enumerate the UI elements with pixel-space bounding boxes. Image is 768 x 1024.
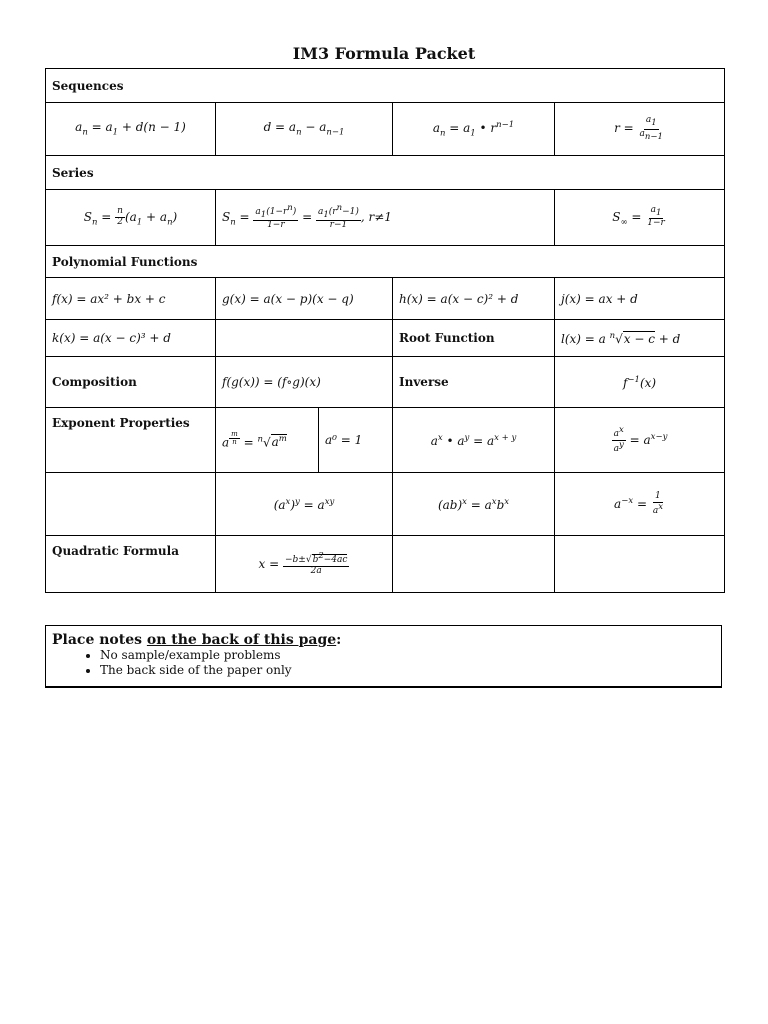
geometric-series-formula: $S_n$ = $\frac{a_1(1-r^n)}{1-r}$ = $\frac{a_1(r^n-1)}{r-1}$ , r≠1 (216, 190, 555, 246)
standard-form-formula: f(x) = ax² + bx + c (46, 278, 216, 320)
notes-list (52, 648, 715, 678)
page-title: IM3 Formula Packet (292, 44, 476, 63)
section-series: Series (46, 156, 725, 190)
empty-cell (46, 473, 216, 536)
quotient-rule-formula: $\frac{a^x}{a^y}$ = $a^{x-y}$ (555, 408, 725, 473)
empty-cell (393, 536, 555, 593)
arithmetic-sequence-formula: $a_n = a_1 + d(n - 1)$ (46, 103, 216, 156)
linear-formula: j(x) = ax + d (555, 278, 725, 320)
composition-formula: f(g(x)) = (f∘g)(x) (216, 357, 393, 408)
series-condition: , r≠1 (360, 210, 392, 224)
infinite-series-formula: $S_\infty$ = $\frac{a_1}{1-r}$ (555, 190, 725, 246)
product-rule-formula: $a^x$ • $a^y = a^{x + y}$ (393, 408, 555, 473)
empty-cell (216, 320, 393, 357)
section-sequences: Sequences (46, 69, 725, 103)
geometric-sequence-formula: $a_n = a_1$ • $r^{n-1}$ (393, 103, 555, 156)
product-power-formula: $(ab)^x = a^xb^x$ (393, 473, 555, 536)
notes-box (45, 625, 722, 688)
cubic-formula: k(x) = a(x − c)³ + d (46, 320, 216, 357)
inverse-formula: $f^{-1}(x)$ (555, 357, 725, 408)
section-exponent-properties: Exponent Properties (46, 408, 216, 473)
factored-form-formula: g(x) = a(x − p)(x − q) (216, 278, 393, 320)
common-difference-formula: $d = a_n - a_{n-1}$ (216, 103, 393, 156)
negative-exponent-formula: $a^{-x}$ = $\frac{1}{a^x}$ (555, 473, 725, 536)
section-root-function: Root Function (393, 320, 555, 357)
section-composition: Composition (46, 357, 216, 408)
empty-cell (555, 536, 725, 593)
list-item: • No sample/example problems (100, 648, 715, 663)
list-item: • The back side of the paper only (100, 663, 715, 678)
common-ratio-formula: r = $\frac{a_1}{a_{n-1}}$ (555, 103, 725, 156)
quadratic-formula: x = $\frac{-b\pm√b^2-4ac}{2a}$ (216, 536, 393, 593)
root-function-formula: l(x) = a $^n$√x − c + d (555, 320, 725, 357)
section-polynomial-functions: Polynomial Functions (46, 246, 725, 278)
power-rule-formula: $(a^x)^y = a^{xy}$ (216, 473, 393, 536)
zero-exponent-formula: a⁰ = 1 (319, 408, 393, 473)
section-inverse: Inverse (393, 357, 555, 408)
vertex-form-formula: h(x) = a(x − c)² + d (393, 278, 555, 320)
formula-table (45, 68, 725, 593)
arithmetic-series-formula: $S_n$ = $\frac{n}{2}$ $(a_1 + a_n)$ (46, 190, 216, 246)
rational-exponent-formula: a $^{\frac{m}{n}}$ = $^n√a^m$ (216, 408, 319, 473)
section-quadratic-formula: Quadratic Formula (46, 536, 216, 593)
notes-heading: Place notes on the back of this page: (52, 632, 342, 648)
